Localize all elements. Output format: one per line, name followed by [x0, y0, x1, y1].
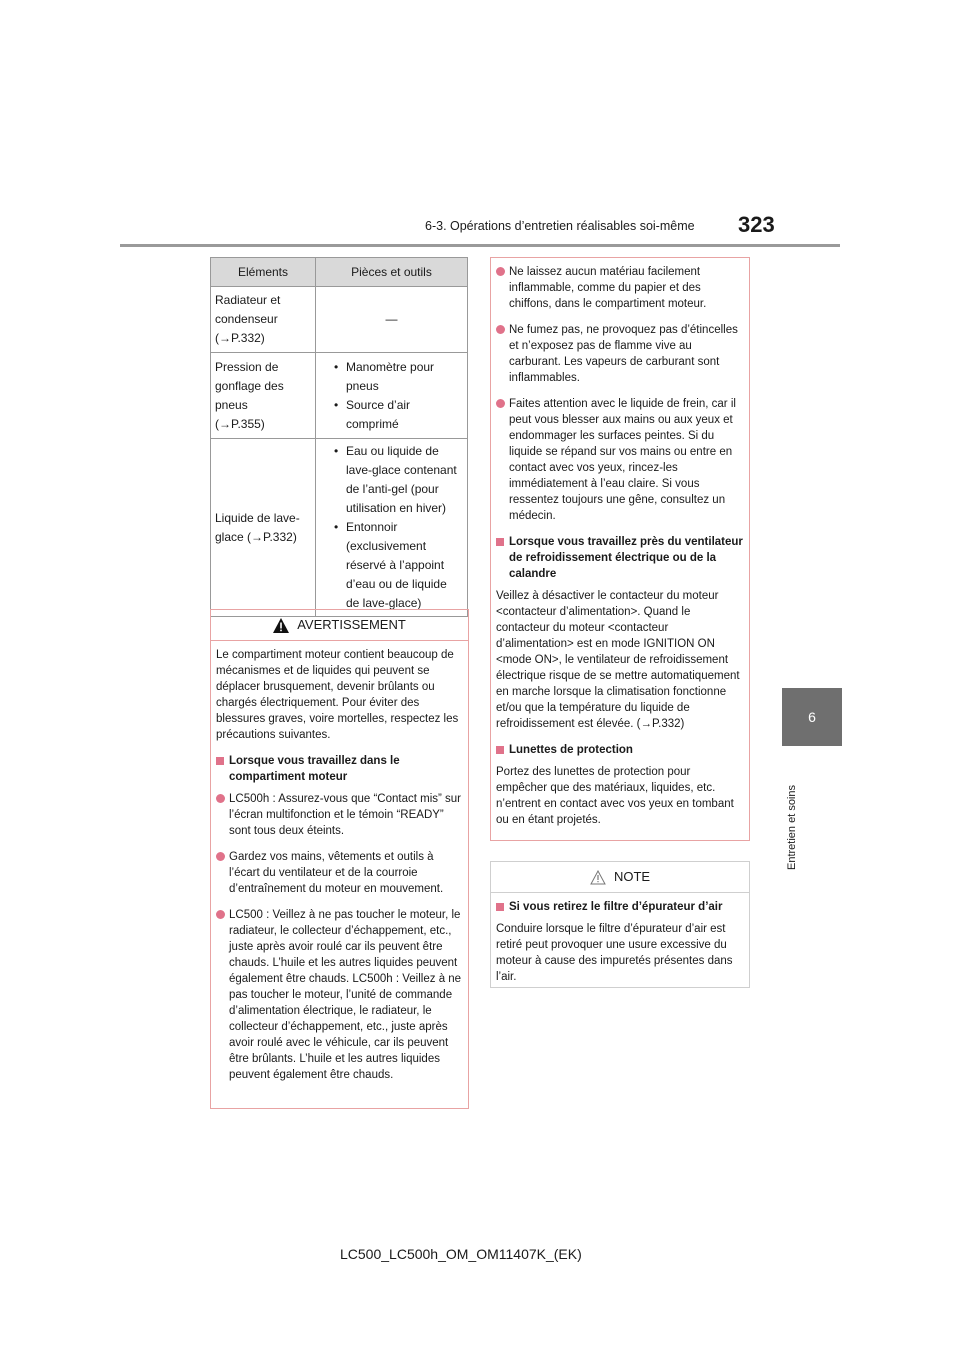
bullet-dot-icon	[496, 267, 505, 276]
note-text: Conduire lorsque le filtre d’épurateur d’air est retiré peut provoquer une usure excessive du moteur à cause des impuretés présentes dans l’air.	[496, 923, 733, 983]
square-bullet-icon	[496, 538, 504, 546]
table-row	[211, 287, 468, 353]
table-cell-tools	[316, 353, 468, 439]
tool-item: • Entonnoir (exclusivement réservé à l’appoint d’eau ou de liquide de lave-glace)	[334, 518, 463, 613]
item-line: Liquide de lave-	[215, 510, 300, 525]
warning-section-title	[496, 742, 743, 758]
bullet-text: Ne fumez pas, ne provoquez pas d’étincelles et n’exposez pas de flamme vive au carburant. Les vapeurs de carburant sont inflammables.	[509, 324, 738, 384]
bullet-dot-icon	[216, 852, 225, 861]
note-box	[490, 861, 750, 988]
tool-item: • Source d’air comprimé	[334, 396, 463, 434]
document-code: LC500_LC500h_OM_OM11407K_(EK)	[340, 1246, 582, 1262]
chapter-tab	[782, 688, 842, 746]
item-line: condenseur	[215, 312, 278, 326]
square-bullet-icon	[496, 903, 504, 911]
tool-item: • Manomètre pour pneus	[334, 358, 463, 396]
warning-bullet	[216, 849, 462, 897]
warning-box	[210, 609, 469, 1109]
page-number: 323	[738, 212, 775, 237]
warning-title: AVERTISSEMENT	[297, 617, 406, 632]
bullet-dot-icon	[496, 399, 505, 408]
item-line: Pression de	[215, 359, 279, 374]
table-cell-item	[211, 287, 316, 353]
chapter-number: 6	[808, 709, 816, 725]
item-line: pneus	[215, 397, 248, 412]
warning-section-title	[496, 534, 743, 582]
square-bullet-icon	[216, 757, 224, 765]
bullet-text: LC500h : Assurez-vous que “Contact mis” sur l’écran multifonction et le témoin “READY” sont tous deux éteints.	[229, 793, 462, 837]
item-line: Radiateur et	[215, 293, 281, 307]
warning-bullet	[496, 396, 743, 524]
note-header	[491, 862, 749, 893]
table-header-items: Eléments	[211, 258, 316, 287]
tool-item: • Eau ou liquide de lave-glace contenant de l’anti-gel (pour utilisation en hiver)	[334, 442, 463, 518]
warning-section-text: Portez des lunettes de protection pour empêcher que des matériaux, liquides, etc. n’entrent en contact avec vos yeux en tombant ou en étant projetés.	[496, 766, 734, 826]
table-cell-item	[211, 439, 316, 617]
warning-section-title-text: Lorsque vous travaillez près du ventilateur de refroidissement électrique ou de la calandre	[509, 536, 743, 580]
table-row	[211, 439, 468, 617]
warning-bullet	[216, 791, 462, 839]
header-rule	[120, 244, 840, 247]
warning-header	[211, 610, 468, 641]
warning-section-title	[216, 753, 462, 785]
warning-section-title-text: Lorsque vous travaillez dans le compartiment moteur	[229, 755, 400, 783]
chapter-title	[784, 760, 804, 870]
warning-bullet	[496, 322, 743, 386]
square-bullet-icon	[496, 746, 504, 754]
table-cell-item	[211, 353, 316, 439]
note-section-title-text: Si vous retirez le filtre d’épurateur d’air	[509, 901, 723, 913]
item-line: (→P.355)	[215, 416, 265, 431]
item-line: (→P.332)	[215, 331, 265, 345]
bullet-dot-icon	[216, 910, 225, 919]
bullet-dot-icon	[496, 325, 505, 334]
section-title: 6-3. Opérations d’entretien réalisables soi-même	[425, 219, 695, 233]
warning-intro: Le compartiment moteur contient beaucoup de mécanismes et de liquides qui peuvent se déplacer brusquement, devenir brûlants ou chargés électriquement. Pour éviter des blessures graves, voire mortelles, respectez les précautions suivantes.	[216, 649, 459, 741]
bullet-text: Gardez vos mains, vêtements et outils à l’écart du ventilateur et de la courroie d’entraînement du moteur en mouvement.	[229, 851, 444, 895]
item-line: gonflage des	[215, 378, 284, 393]
warning-section-text: Veillez à désactiver le contacteur du moteur <contacteur d’alimentation>. Quand le contacteur du moteur <contacteur d’alimentation> est en mode IGNITION ON <mode ON>, le ventilateur de refroidissement électrique risque de se mettre automatiquement en marche lorsque la climatisation fonctionne et/ou que la température du liquide de refroidissement est élevée. (→P.332)	[496, 590, 740, 730]
chapter-title-text: Entretien et soins	[786, 785, 798, 870]
caution-triangle-icon	[590, 870, 606, 885]
table-row	[211, 353, 468, 439]
bullet-text: Faites attention avec le liquide de frein, car il peut vous blesser aux mains ou aux yeux et endommager les surfaces peintes. Si du liquide se répand sur vos mains ou entre en contact avec vos yeux, rincez-les immédiatement à l’eau claire. Si vous ressentez toujours une gêne, consultez un médecin.	[509, 398, 736, 522]
note-section-title	[496, 899, 743, 915]
note-title: NOTE	[613, 869, 651, 884]
warning-triangle-icon	[273, 618, 289, 633]
table-cell-tools: —	[316, 287, 468, 353]
table-header-tools: Pièces et outils	[316, 258, 468, 287]
bullet-dot-icon	[216, 794, 225, 803]
warning-box-continued	[490, 257, 750, 841]
table-cell-tools	[316, 439, 468, 617]
warning-section-title-text: Lunettes de protection	[509, 744, 633, 756]
warning-bullet	[496, 264, 743, 312]
item-line: glace (→P.332)	[215, 529, 297, 544]
items-tools-table	[210, 257, 468, 617]
bullet-text: LC500 : Veillez à ne pas toucher le moteur, le radiateur, le collecteur d’échappement, etc., juste après avoir roulé car ils peuvent être chauds. L’huile et les autres liquides peuvent également être chauds. LC500h : Veillez à ne pas toucher le moteur, l’unité de commande d’alimentation électrique, le radiateur, le collecteur d’échappement, etc., juste après avoir roulé avec le véhicule, car ils peuvent être brûlants. L’huile et les autres liquides peuvent également être chauds.	[229, 909, 462, 1081]
warning-bullet	[216, 907, 462, 1083]
bullet-text: Ne laissez aucun matériau facilement inflammable, comme du papier et des chiffons, dans le compartiment moteur.	[509, 266, 707, 310]
